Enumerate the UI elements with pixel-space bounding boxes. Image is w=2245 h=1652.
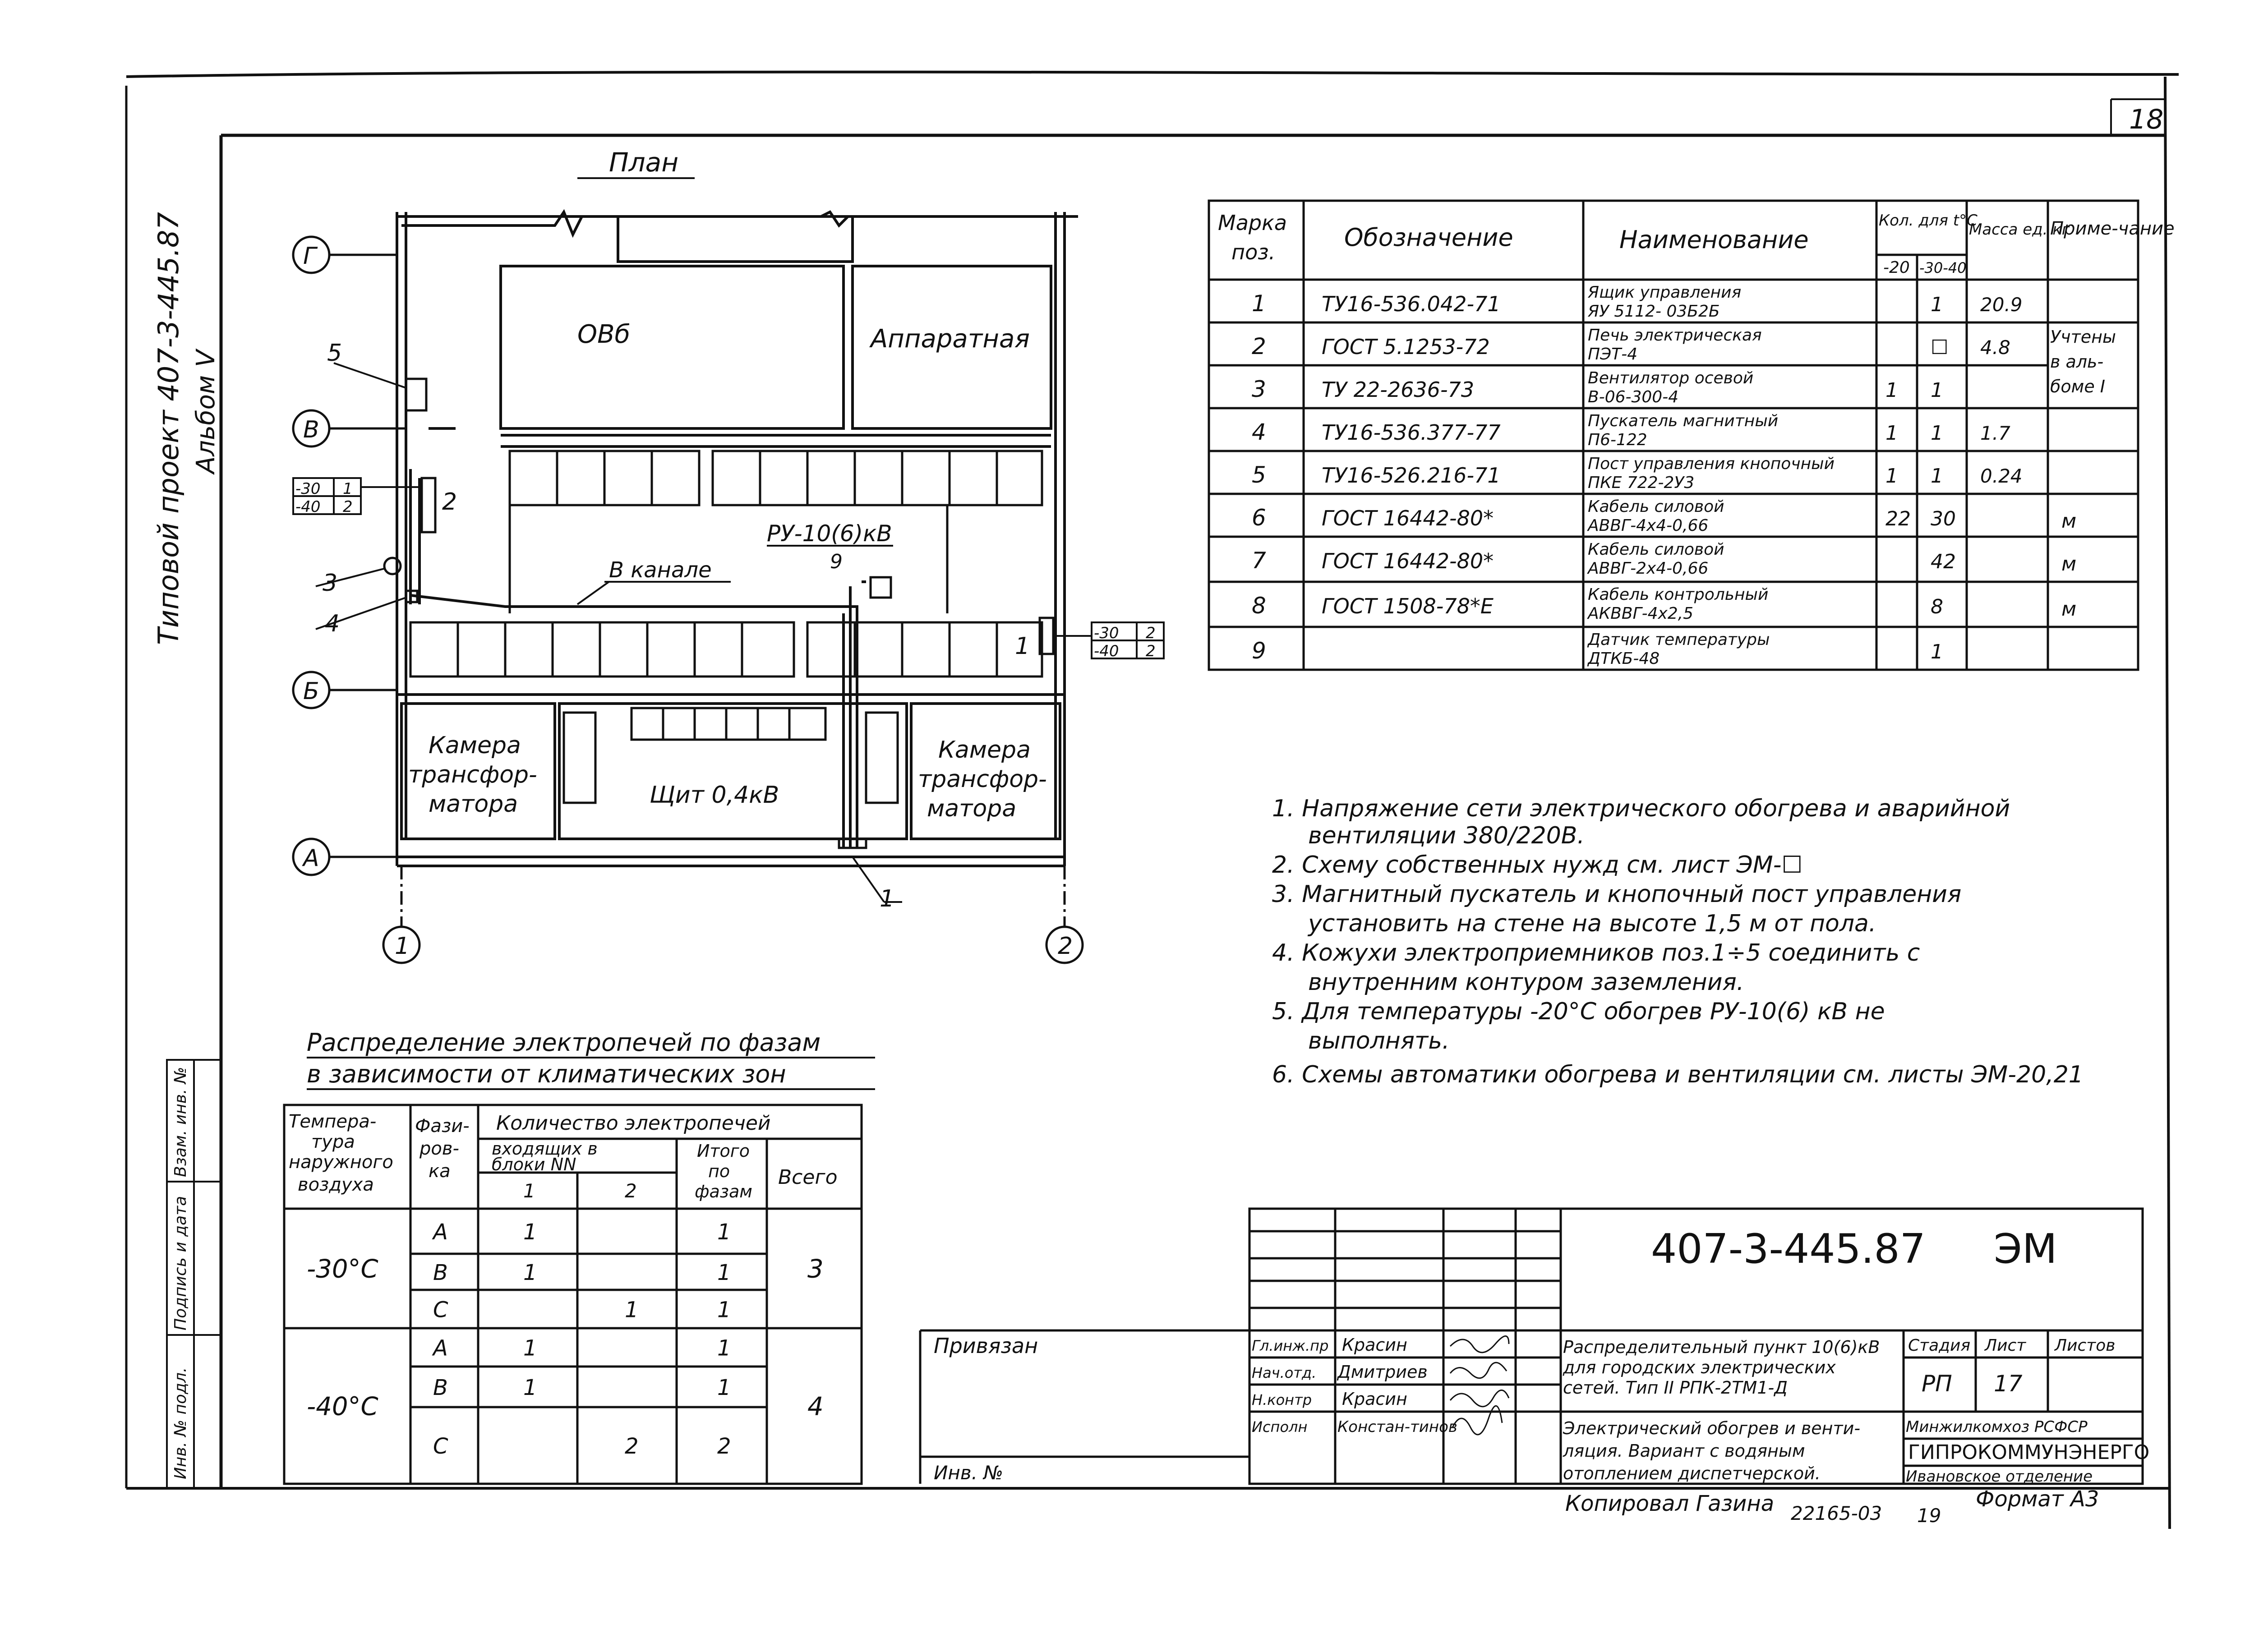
dist-cell-phase: А: [433, 1335, 448, 1361]
spec-row: [1252, 283, 2023, 321]
stamp-stage: РП: [1922, 1371, 1952, 1397]
spec-cell-doc: ТУ 22-2636-73: [1322, 377, 1475, 402]
right-box-r2c1: -40: [1094, 642, 1119, 660]
dist-cell-total: 3: [807, 1254, 824, 1284]
spec-h-note: Приме-чание: [2050, 218, 2175, 239]
stamp-org-3: Ивановское отделение: [1906, 1468, 2093, 1486]
dist-table-rows: [307, 1219, 824, 1459]
room-camera-left-2: трансфор-: [408, 761, 537, 788]
stamp-sheet: 17: [1994, 1371, 2023, 1397]
stamp-subtitle-1: Электрический обогрев и венти-: [1563, 1418, 1861, 1438]
spec-cell-name-2: ЯУ 5112- 03Б2Б: [1588, 302, 1720, 321]
spec-row: [1252, 540, 2076, 578]
mark-4: 4: [325, 610, 340, 637]
room-camera-right-2: трансфор-: [918, 766, 1047, 793]
spec-row: [1252, 497, 2076, 535]
dist-title-2: в зависимости от климатических зон: [307, 1060, 786, 1088]
spec-cell-mass: 4.8: [1980, 336, 2010, 359]
spec-cell-pos: 4: [1252, 419, 1266, 445]
side-title: [152, 212, 221, 645]
dist-h-temp-3: наружного: [289, 1152, 393, 1173]
stamp-sheets-label: Листов: [2055, 1336, 2116, 1355]
note-line-9: выполнять.: [1308, 1027, 1450, 1054]
order-number: 22165-03: [1791, 1502, 1882, 1524]
spec-cell-mass: 20.9: [1980, 294, 2023, 316]
dist-h-n1: 1: [523, 1180, 535, 1202]
spec-cell-mass: 1.7: [1980, 422, 2010, 444]
spec-cell-q3040: 42: [1931, 550, 1956, 573]
dist-cell-phase: С: [433, 1434, 448, 1459]
dist-cell-temp: -40°С: [307, 1392, 378, 1422]
spec-cell-name-1: Датчик температуры: [1588, 630, 1770, 649]
dist-h-phase-1: Фази-: [415, 1116, 470, 1137]
spec-row: [1252, 455, 2023, 492]
spec-cell-q3040: 30: [1931, 507, 1956, 530]
stamp-org-1: Минжилкомхоз РСФСР: [1906, 1418, 2088, 1436]
spec-cell-name-2: ПКЕ 722-2У3: [1588, 474, 1695, 492]
spec-cell-q3040: 1: [1931, 379, 1943, 402]
dist-cell-n1: 1: [523, 1375, 537, 1400]
dist-cell-phase: А: [433, 1219, 448, 1245]
spec-cell-note-3: боме I: [2050, 377, 2106, 396]
spec-cell-q3040: ☐: [1931, 336, 1949, 359]
stamp-mark: ЭМ: [1994, 1225, 2057, 1273]
note-line-2: вентиляции 380/220В.: [1308, 822, 1585, 849]
dist-cell-phase: В: [433, 1375, 448, 1400]
dist-cell-n1: 1: [523, 1219, 537, 1245]
dist-cell-sum: 1: [717, 1219, 731, 1245]
spec-cell-name-2: В-06-300-4: [1588, 388, 1679, 406]
spec-cell-doc: ГОСТ 16442-80*: [1322, 549, 1494, 573]
spec-h-mass: Масса ед. кг: [1969, 221, 2070, 239]
stamp-name-1: Красин: [1342, 1335, 1407, 1355]
stamp-title-1: Распределительный пункт 10(6)кВ: [1563, 1337, 1880, 1357]
stamp-role-2: Нач.отд.: [1252, 1364, 1317, 1381]
spec-h-q3040: -30-40: [1919, 259, 1967, 276]
stamp-org-2: ГИПРОКОММУНЭНЕРГО: [1908, 1441, 2150, 1464]
equipment-5: [406, 379, 426, 410]
spec-cell-doc: ТУ16-536.042-71: [1322, 292, 1501, 316]
axis-label-b: Б: [303, 678, 319, 705]
stamp-role-3: Н.контр: [1252, 1391, 1312, 1408]
axis-label-v: В: [303, 416, 319, 443]
dist-cell-sum: 1: [717, 1260, 731, 1285]
spec-row: [1252, 585, 2076, 623]
dist-h-itogo-3: фазам: [695, 1182, 752, 1201]
dist-cell-phase: С: [433, 1297, 448, 1323]
spec-cell-name-2: П6-122: [1588, 431, 1647, 449]
left-box-r2c2: 2: [343, 498, 353, 516]
spec-cell-pos: 9: [1252, 638, 1266, 664]
spec-cell-name-2: АВВГ-2х4-0,66: [1588, 559, 1709, 578]
spec-cell-q20: 22: [1885, 507, 1911, 530]
spec-cell-name-1: Пускатель магнитный: [1588, 412, 1779, 430]
spec-cell-pos: 3: [1252, 376, 1266, 402]
spec-cell-q3040: 1: [1931, 465, 1943, 488]
stamp-title-3: сетей. Тип II РПК-2ТМ1-Д: [1563, 1378, 1788, 1398]
equipment-9: [871, 577, 891, 598]
dist-cell-total: 4: [807, 1392, 824, 1422]
dist-h-count: Количество электропечей: [496, 1112, 771, 1135]
dist-cell-n2: 2: [625, 1434, 639, 1459]
axis-label-2: 2: [1058, 933, 1073, 960]
room-apparatnaya: Аппаратная: [871, 324, 1030, 354]
dist-h-itogo-1: Итого: [697, 1141, 750, 1161]
spec-table-rows: [1252, 283, 2116, 668]
spec-cell-name-2: АКВВГ-4х2,5: [1588, 604, 1694, 623]
dist-group: [307, 1336, 824, 1459]
spec-cell-name-1: Печь электрическая: [1588, 326, 1762, 345]
plan-title: План: [609, 147, 679, 178]
stamp-title-2: для городских электрических: [1563, 1357, 1836, 1377]
dist-cell-n1: 1: [523, 1335, 537, 1361]
position-leaders: [316, 363, 902, 902]
spec-cell-note-1: Учтены: [2050, 327, 2116, 347]
spec-cell-name-1: Ящик управления: [1588, 283, 1742, 302]
dist-group: [307, 1219, 824, 1323]
dist-h-blocks-1: входящих в: [492, 1139, 598, 1159]
stamp-name-3: Красин: [1342, 1389, 1407, 1409]
dist-h-phase-2: ров-: [419, 1138, 459, 1159]
left-box-r2c1: -40: [295, 498, 321, 516]
spec-cell-pos: 2: [1252, 333, 1266, 359]
note-line-5: установить на стене на высоте 1,5 м от пола.: [1308, 910, 1876, 937]
room-camera-left-1: Камера: [429, 732, 521, 759]
bottom-19: 19: [1917, 1505, 1941, 1527]
mark-1-bottom: 1: [880, 885, 895, 912]
spec-h-name: Наименование: [1619, 225, 1809, 254]
dist-h-itogo-2: по: [708, 1161, 730, 1181]
side-stamp-sign: Подпись и дата: [171, 1196, 190, 1330]
dist-cell-sum: 1: [717, 1375, 731, 1400]
spec-cell-pos: 8: [1252, 593, 1266, 619]
note-line-8: 5. Для температуры -20°С обогрев РУ-10(6) кВ не: [1272, 998, 1885, 1025]
room-schit: Щит 0,4кВ: [650, 782, 779, 809]
dist-title-1: Распределение электропечей по фазам: [307, 1028, 821, 1057]
ru-cells-bottom: [410, 622, 1042, 676]
side-album: Альбом V: [191, 350, 221, 474]
spec-row: [1252, 630, 1943, 668]
room-ru: РУ-10(6)кВ: [767, 520, 892, 547]
equipment-2: [422, 478, 435, 532]
note-line-6: 4. Кожухи электроприемников поз.1÷5 соединить с: [1272, 939, 1920, 966]
left-box-r1c2: 1: [343, 480, 353, 498]
axis-label-a: А: [303, 845, 319, 872]
left-box-r1c1: -30: [295, 480, 321, 498]
dist-cell-sum: 2: [717, 1434, 731, 1459]
mark-1-right: 1: [1015, 633, 1030, 660]
dist-h-blocks-2: блоки NN: [492, 1155, 576, 1174]
spec-h-pos-1: Марка: [1218, 211, 1287, 235]
stamp-subtitle-2: ляция. Вариант с водяным: [1563, 1441, 1805, 1461]
spec-cell-q3040: 1: [1931, 422, 1943, 445]
room-camera-right-1: Камера: [938, 736, 1031, 764]
spec-cell-q3040: 1: [1931, 293, 1943, 316]
side-project-title: Типовой проект 407-3-445.87: [152, 212, 185, 645]
right-box-r1c2: 2: [1146, 624, 1156, 642]
stamp-privyazan: Привязан: [934, 1334, 1038, 1358]
room-camera-right-3: матора: [927, 795, 1017, 822]
right-box-r1c1: -30: [1094, 624, 1119, 642]
mark-9: 9: [830, 550, 843, 573]
side-stamp-vzam: Взам. инв. №: [171, 1067, 190, 1177]
note-line-4: 3. Магнитный пускатель и кнопочный пост управления: [1272, 881, 1962, 908]
dist-cell-n2: 1: [625, 1297, 639, 1323]
dist-h-temp-2: тура: [311, 1132, 355, 1152]
spec-h-doc: Обозначение: [1344, 223, 1513, 252]
dist-h-temp-1: Темпера-: [289, 1111, 377, 1132]
note-line-3: 2. Схему собственных нужд см. лист ЭМ-☐: [1272, 851, 1803, 879]
dist-h-temp-4: воздуха: [298, 1174, 374, 1195]
spec-cell-name-1: Вентилятор осевой: [1588, 369, 1754, 387]
sheet-number: 18: [2129, 104, 2164, 135]
spec-h-pos-2: поз.: [1231, 240, 1276, 264]
spec-h-q20: -20: [1883, 258, 1910, 277]
spec-cell-mass: 0.24: [1980, 465, 2023, 487]
spec-cell-q3040: 1: [1931, 640, 1943, 663]
dist-h-phase-3: ка: [429, 1161, 451, 1182]
stamp-code: 407-3-445.87: [1651, 1225, 1926, 1273]
spec-cell-note-2: в аль-: [2050, 352, 2104, 372]
spec-h-qty: Кол. для t°C: [1879, 212, 1978, 230]
mark-5: 5: [327, 340, 342, 367]
stamp-subtitle-3: отоплением диспетчерской.: [1563, 1463, 1821, 1483]
spec-row: [1252, 412, 2010, 449]
side-stamp-inv: Инв. № подл.: [171, 1367, 190, 1479]
spec-cell-name-1: Пост управления кнопочный: [1588, 455, 1835, 473]
spec-cell-note: м: [2061, 552, 2077, 575]
spec-cell-q20: 1: [1885, 465, 1898, 488]
spec-cell-doc: ГОСТ 1508-78*Е: [1322, 594, 1494, 618]
dist-cell-sum: 1: [717, 1335, 731, 1361]
spec-cell-pos: 7: [1252, 548, 1266, 574]
room-ovb: ОВб: [577, 320, 631, 349]
right-box-r2c2: 2: [1146, 642, 1156, 660]
stamp-stage-label: Стадия: [1908, 1336, 1971, 1355]
note-line-1: 1. Напряжение сети электрического обогрева и аварийной: [1272, 795, 2010, 822]
axis-label-g: Г: [303, 243, 316, 270]
copied-by: Копировал Газина: [1565, 1491, 1775, 1516]
notes: [1272, 795, 2084, 1088]
spec-row: [1252, 369, 1943, 406]
note-line-10: 6. Схемы автоматики обогрева и вентиляции см. листы ЭМ-20,21: [1272, 1061, 2084, 1088]
spec-cell-doc: ТУ16-526.216-71: [1322, 463, 1501, 488]
spec-cell-name-1: Кабель контрольный: [1588, 585, 1769, 604]
spec-cell-note: м: [2061, 510, 2077, 533]
spec-cell-name-1: Кабель силовой: [1588, 497, 1724, 516]
stamp-role-4: Исполн: [1252, 1418, 1308, 1436]
spec-cell-note: м: [2061, 598, 2077, 621]
axis-label-1: 1: [395, 933, 410, 960]
spec-cell-q3040: 8: [1931, 595, 1943, 618]
format-label: Формат А3: [1976, 1486, 2099, 1512]
stamp-name-4: Констан-тинов: [1337, 1418, 1457, 1436]
mark-2: 2: [442, 488, 457, 515]
stamp-sheet-label: Лист: [1985, 1336, 2026, 1355]
mark-3: 3: [323, 570, 338, 597]
dist-cell-temp: -30°С: [307, 1254, 378, 1284]
dist-cell-phase: В: [433, 1260, 448, 1285]
spec-cell-pos: 5: [1252, 462, 1266, 488]
spec-cell-doc: ГОСТ 16442-80*: [1322, 506, 1494, 530]
spec-cell-name-1: Кабель силовой: [1588, 540, 1724, 559]
dist-h-n2: 2: [625, 1180, 637, 1202]
dist-h-vsego: Всего: [778, 1166, 838, 1189]
spec-cell-q20: 1: [1885, 422, 1898, 445]
stamp-inv-no: Инв. №: [934, 1462, 1004, 1484]
spec-cell-name-2: ДТКБ-48: [1588, 649, 1660, 668]
spec-cell-q20: 1: [1885, 379, 1898, 402]
dist-cell-n1: 1: [523, 1260, 537, 1285]
label-in-channel: В канале: [609, 557, 712, 583]
stamp-role-1: Гл.инж.пр: [1252, 1337, 1329, 1354]
note-line-7: внутренним контуром заземления.: [1308, 969, 1744, 996]
spec-cell-pos: 6: [1252, 505, 1266, 531]
spec-cell-doc: ТУ16-536.377-77: [1322, 420, 1501, 445]
spec-cell-name-2: ПЭТ-4: [1588, 345, 1638, 364]
spec-cell-name-2: АВВГ-4х4-0,66: [1588, 516, 1709, 535]
stamp-name-2: Дмитриев: [1337, 1362, 1428, 1382]
dist-cell-sum: 1: [717, 1297, 731, 1323]
spec-cell-doc: ГОСТ 5.1253-72: [1322, 335, 1490, 359]
spec-cell-pos: 1: [1252, 290, 1266, 317]
room-camera-left-3: матора: [429, 791, 518, 818]
